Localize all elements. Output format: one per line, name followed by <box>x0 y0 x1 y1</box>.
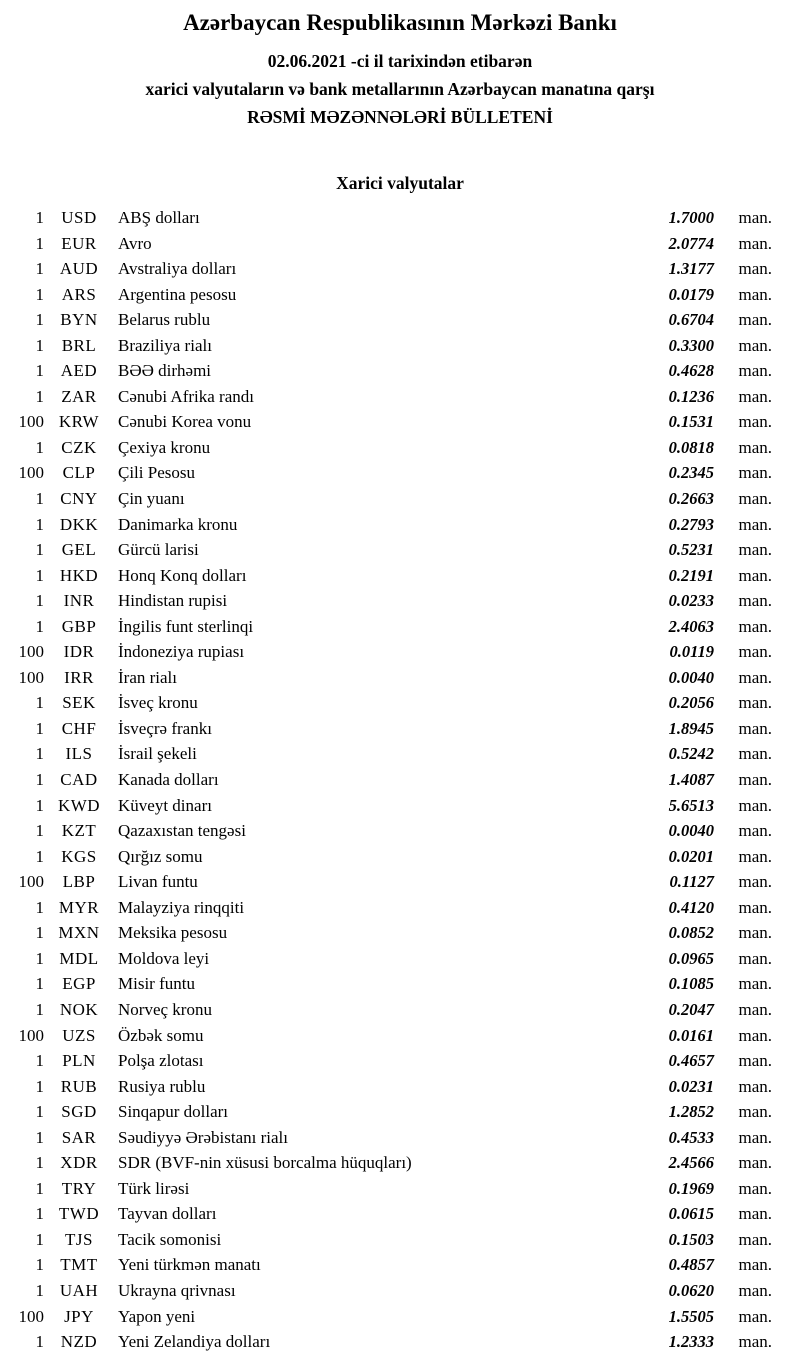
currency-row <box>0 946 800 972</box>
row-rate-value: 0.2191 <box>668 565 714 585</box>
row-rate-value: 0.0615 <box>668 1204 714 1224</box>
row-rate-value: 0.0179 <box>668 284 714 304</box>
row-unit-label: man. <box>738 999 772 1019</box>
row-unit-label: man. <box>738 744 772 764</box>
row-currency-code: IDR <box>63 642 95 662</box>
row-unit-label: man. <box>738 361 772 381</box>
row-unit-label: man. <box>738 437 772 457</box>
row-quantity: 1 <box>35 437 44 457</box>
row-currency-name: Avro <box>118 233 152 253</box>
row-rate-value: 0.5242 <box>668 744 714 764</box>
row-unit-label: man. <box>738 1127 772 1147</box>
row-rate-value: 0.1531 <box>668 412 714 432</box>
currency-row <box>0 614 800 640</box>
row-unit-label: man. <box>738 1025 772 1045</box>
row-quantity: 1 <box>35 233 44 253</box>
row-unit-label: man. <box>738 1153 772 1173</box>
row-quantity: 1 <box>35 1332 44 1352</box>
row-currency-code: HKD <box>59 565 99 585</box>
row-rate-value: 0.0620 <box>668 1280 714 1300</box>
row-currency-code: ILS <box>65 744 93 764</box>
row-rate-value: 0.1127 <box>669 872 714 892</box>
row-rate-value: 1.4087 <box>668 770 714 790</box>
currency-row <box>0 869 800 895</box>
row-currency-name: Danimarka kronu <box>118 514 238 534</box>
currency-row <box>0 767 800 793</box>
row-currency-code: BRL <box>61 335 97 355</box>
row-quantity: 1 <box>35 718 44 738</box>
row-quantity: 1 <box>35 821 44 841</box>
row-rate-value: 0.1503 <box>668 1229 714 1249</box>
row-quantity: 1 <box>35 1178 44 1198</box>
row-unit-label: man. <box>738 1076 772 1096</box>
currency-row <box>0 639 800 665</box>
row-currency-code: USD <box>61 208 97 227</box>
row-quantity: 1 <box>35 208 44 227</box>
row-unit-label: man. <box>738 770 772 790</box>
currency-row <box>0 282 800 308</box>
row-currency-code: NZD <box>60 1332 98 1352</box>
row-rate-value: 0.4628 <box>668 361 714 381</box>
row-unit-label: man. <box>738 923 772 943</box>
row-unit-label: man. <box>738 1204 772 1224</box>
row-quantity: 1 <box>35 540 44 560</box>
row-unit-label: man. <box>738 489 772 509</box>
row-rate-value: 0.2663 <box>668 489 714 509</box>
row-currency-name: SDR (BVF-nin xüsusi borcalma hüquqları) <box>118 1153 412 1173</box>
currency-row <box>0 1048 800 1074</box>
row-currency-name: Sinqapur dolları <box>118 1102 229 1122</box>
row-currency-code: GEL <box>61 540 97 560</box>
document-header <box>0 0 800 131</box>
row-currency-code: ARS <box>61 284 97 304</box>
currency-row <box>0 793 800 819</box>
row-currency-name: Çin yuanı <box>118 489 185 509</box>
currency-row <box>0 1278 800 1304</box>
row-currency-name: Qazaxıstan tengəsi <box>118 821 246 841</box>
row-currency-code: UZS <box>62 1025 96 1045</box>
currency-row <box>0 1201 800 1227</box>
row-currency-name: Belarus rublu <box>118 310 211 330</box>
row-quantity: 1 <box>35 744 44 764</box>
row-quantity: 1 <box>35 514 44 534</box>
currency-row <box>0 256 800 282</box>
row-unit-label: man. <box>738 821 772 841</box>
row-currency-code: PLN <box>62 1051 96 1071</box>
currency-row <box>0 307 800 333</box>
bulletin-title-line: RƏSMİ MƏZƏNNƏLƏRİ BÜLLETENİ <box>247 107 553 127</box>
row-quantity: 1 <box>35 1255 44 1275</box>
row-currency-name: Argentina pesosu <box>118 284 237 304</box>
row-unit-label: man. <box>738 386 772 406</box>
row-quantity: 1 <box>35 974 44 994</box>
row-currency-name: İsveçrə frankı <box>118 718 212 738</box>
row-rate-value: 0.4120 <box>668 897 714 917</box>
row-unit-label: man. <box>738 693 772 713</box>
row-rate-value: 0.6704 <box>668 310 714 330</box>
row-rate-value: 0.5231 <box>668 540 714 560</box>
row-currency-name: İngilis funt sterlinqi <box>118 616 254 636</box>
row-rate-value: 0.0040 <box>668 667 714 687</box>
row-currency-code: CAD <box>60 770 98 790</box>
row-currency-name: Tayvan dolları <box>118 1204 217 1224</box>
currency-row <box>0 1023 800 1049</box>
row-currency-code: TRY <box>61 1178 97 1198</box>
row-quantity: 100 <box>18 642 44 662</box>
row-quantity: 1 <box>35 335 44 355</box>
currency-row <box>0 997 800 1023</box>
row-currency-name: Gürcü larisi <box>118 540 199 560</box>
row-currency-code: IRR <box>64 667 94 687</box>
currency-row <box>0 1150 800 1176</box>
row-quantity: 1 <box>35 1204 44 1224</box>
row-unit-label: man. <box>738 1051 772 1071</box>
currency-row <box>0 741 800 767</box>
row-currency-code: NOK <box>59 999 99 1019</box>
currency-row <box>0 716 800 742</box>
row-rate-value: 0.4857 <box>668 1255 714 1275</box>
row-unit-label: man. <box>738 1255 772 1275</box>
bank-title: Azərbaycan Respublikasının Mərkəzi Bankı <box>183 10 617 35</box>
currency-row <box>0 1176 800 1202</box>
row-rate-value: 2.0774 <box>668 233 714 253</box>
row-currency-name: Livan funtu <box>118 872 198 892</box>
row-currency-code: XDR <box>60 1153 98 1173</box>
row-unit-label: man. <box>738 412 772 432</box>
row-currency-name: Malayziya rinqqiti <box>118 897 245 917</box>
row-quantity: 1 <box>35 795 44 815</box>
row-currency-name: Avstraliya dolları <box>118 259 237 279</box>
row-currency-name: Özbək somu <box>118 1025 204 1045</box>
row-currency-code: BYN <box>60 310 98 330</box>
currency-row <box>0 1074 800 1100</box>
section-title-foreign-currencies: Xarici valyutalar <box>336 173 464 193</box>
row-quantity: 1 <box>35 386 44 406</box>
currency-row <box>0 690 800 716</box>
row-rate-value: 0.4657 <box>668 1051 714 1071</box>
row-currency-code: EGP <box>62 974 96 994</box>
row-rate-value: 0.2056 <box>668 693 714 713</box>
row-quantity: 1 <box>35 1153 44 1173</box>
row-quantity: 1 <box>35 897 44 917</box>
currency-row <box>0 384 800 410</box>
row-rate-value: 0.2793 <box>668 514 714 534</box>
currency-row <box>0 358 800 384</box>
row-unit-label: man. <box>738 846 772 866</box>
currency-row <box>0 512 800 538</box>
row-currency-code: MDL <box>59 948 99 968</box>
row-rate-value: 0.1085 <box>668 974 714 994</box>
row-currency-name: Hindistan rupisi <box>118 591 228 611</box>
row-currency-name: Kanada dolları <box>118 770 219 790</box>
row-currency-code: RUB <box>60 1076 98 1096</box>
currency-row <box>0 1125 800 1151</box>
row-unit-label: man. <box>738 974 772 994</box>
row-currency-name: Rusiya rublu <box>118 1076 206 1096</box>
row-currency-code: EUR <box>61 233 97 253</box>
row-rate-value: 0.0852 <box>668 923 714 943</box>
row-currency-code: INR <box>63 591 95 611</box>
row-quantity: 1 <box>35 948 44 968</box>
row-rate-value: 0.0161 <box>668 1025 714 1045</box>
row-currency-name: Misir funtu <box>118 974 195 994</box>
row-rate-value: 2.4566 <box>668 1153 714 1173</box>
row-rate-value: 0.0040 <box>668 821 714 841</box>
subject-line: xarici valyutaların və bank metallarının Azərbaycan manatına qarşı <box>145 79 655 99</box>
row-unit-label: man. <box>738 284 772 304</box>
row-currency-code: CNY <box>60 489 98 509</box>
row-currency-code: DKK <box>59 514 99 534</box>
row-rate-value: 1.7000 <box>668 208 714 227</box>
row-currency-name: Meksika pesosu <box>118 923 228 943</box>
row-currency-code: KZT <box>61 821 97 841</box>
row-currency-name: Çexiya kronu <box>118 437 211 457</box>
row-quantity: 1 <box>35 1076 44 1096</box>
row-currency-code: KWD <box>57 795 101 815</box>
row-unit-label: man. <box>738 872 772 892</box>
currency-row <box>0 435 800 461</box>
row-quantity: 100 <box>18 412 44 432</box>
row-rate-value: 0.0231 <box>668 1076 714 1096</box>
row-unit-label: man. <box>738 310 772 330</box>
row-quantity: 1 <box>35 591 44 611</box>
row-unit-label: man. <box>738 1280 772 1300</box>
row-quantity: 1 <box>35 1127 44 1147</box>
row-currency-name: Honq Konq dolları <box>118 565 247 585</box>
row-unit-label: man. <box>738 1306 772 1326</box>
row-quantity: 1 <box>35 1280 44 1300</box>
row-currency-code: AED <box>60 361 98 381</box>
row-rate-value: 0.1236 <box>668 386 714 406</box>
row-currency-code: MXN <box>58 923 100 943</box>
currency-row <box>0 205 800 231</box>
row-unit-label: man. <box>738 897 772 917</box>
row-quantity: 1 <box>35 846 44 866</box>
row-currency-code: CHF <box>61 718 97 738</box>
row-currency-name: BƏƏ dirhəmi <box>118 361 212 381</box>
row-quantity: 100 <box>18 872 44 892</box>
row-quantity: 1 <box>35 616 44 636</box>
row-unit-label: man. <box>738 1332 772 1352</box>
row-unit-label: man. <box>738 514 772 534</box>
row-rate-value: 0.1969 <box>668 1178 714 1198</box>
row-currency-code: SGD <box>61 1102 97 1122</box>
row-unit-label: man. <box>738 335 772 355</box>
row-currency-name: Səudiyyə Ərəbistanı rialı <box>118 1127 288 1147</box>
row-rate-value: 0.3300 <box>668 335 714 355</box>
row-unit-label: man. <box>738 1102 772 1122</box>
row-currency-name: Braziliya rialı <box>118 335 212 355</box>
row-rate-value: 0.0233 <box>668 591 714 611</box>
row-unit-label: man. <box>738 948 772 968</box>
currency-row <box>0 460 800 486</box>
currency-row <box>0 333 800 359</box>
row-quantity: 1 <box>35 284 44 304</box>
currency-row <box>0 588 800 614</box>
row-quantity: 100 <box>18 463 44 483</box>
row-currency-name: Cənubi Korea vonu <box>118 412 252 432</box>
row-currency-name: Norveç kronu <box>118 999 212 1019</box>
row-quantity: 1 <box>35 361 44 381</box>
currency-row <box>0 1252 800 1278</box>
row-quantity: 1 <box>35 1102 44 1122</box>
row-currency-code: UAH <box>59 1280 99 1300</box>
row-currency-name: Çili Pesosu <box>118 463 195 483</box>
currency-row <box>0 665 800 691</box>
row-currency-code: SAR <box>61 1127 97 1147</box>
row-currency-name: Qırğız somu <box>118 846 203 866</box>
row-quantity: 100 <box>18 667 44 687</box>
currency-row <box>0 563 800 589</box>
row-rate-value: 2.4063 <box>668 616 714 636</box>
row-unit-label: man. <box>738 208 772 227</box>
currency-row <box>0 1227 800 1253</box>
row-currency-name: ABŞ dolları <box>118 208 200 227</box>
effective-date-line: 02.06.2021 -ci il tarixindən etibarən <box>267 51 533 71</box>
row-currency-name: Tacik somonisi <box>118 1229 222 1249</box>
row-quantity: 1 <box>35 489 44 509</box>
currency-row <box>0 231 800 257</box>
row-rate-value: 0.0119 <box>669 642 714 662</box>
row-unit-label: man. <box>738 795 772 815</box>
row-rate-value: 1.2852 <box>668 1102 714 1122</box>
row-currency-name: Polşa zlotası <box>118 1051 204 1071</box>
row-quantity: 1 <box>35 259 44 279</box>
row-currency-name: Yeni Zelandiya dolları <box>118 1332 271 1352</box>
currency-row <box>0 818 800 844</box>
row-currency-name: Ukrayna qrivnası <box>118 1280 236 1300</box>
row-quantity: 1 <box>35 1229 44 1249</box>
row-unit-label: man. <box>738 233 772 253</box>
row-currency-name: Yapon yeni <box>118 1306 196 1326</box>
row-rate-value: 0.0965 <box>668 948 714 968</box>
row-currency-name: Türk lirəsi <box>118 1178 190 1198</box>
row-rate-value: 1.8945 <box>668 718 714 738</box>
currency-row <box>0 1329 800 1355</box>
row-quantity: 100 <box>18 1025 44 1045</box>
row-currency-code: CZK <box>61 437 97 457</box>
row-currency-name: İsrail şekeli <box>118 744 197 764</box>
row-unit-label: man. <box>738 667 772 687</box>
row-unit-label: man. <box>738 259 772 279</box>
row-currency-code: ZAR <box>61 386 97 406</box>
row-unit-label: man. <box>738 642 772 662</box>
row-rate-value: 1.3177 <box>668 259 714 279</box>
row-rate-value: 1.5505 <box>668 1306 714 1326</box>
row-currency-name: Cənubi Afrika randı <box>118 386 254 406</box>
row-currency-code: GBP <box>61 616 97 636</box>
currency-row <box>0 844 800 870</box>
row-quantity: 1 <box>35 565 44 585</box>
row-unit-label: man. <box>738 463 772 483</box>
row-quantity: 1 <box>35 923 44 943</box>
row-currency-name: Moldova leyi <box>118 948 210 968</box>
row-currency-code: SEK <box>62 693 96 713</box>
row-unit-label: man. <box>738 1229 772 1249</box>
row-unit-label: man. <box>738 565 772 585</box>
currency-row <box>0 1099 800 1125</box>
row-currency-name: Küveyt dinarı <box>118 795 212 815</box>
row-currency-code: JPY <box>64 1306 94 1326</box>
row-rate-value: 1.2333 <box>668 1332 714 1352</box>
row-unit-label: man. <box>738 540 772 560</box>
row-rate-value: 0.2345 <box>668 463 714 483</box>
currency-row <box>0 537 800 563</box>
row-quantity: 1 <box>35 693 44 713</box>
row-rate-value: 5.6513 <box>668 795 714 815</box>
row-unit-label: man. <box>738 1178 772 1198</box>
row-rate-value: 0.2047 <box>668 999 714 1019</box>
row-currency-name: Yeni türkmən manatı <box>118 1255 261 1275</box>
row-currency-code: KGS <box>61 846 97 866</box>
currency-table <box>0 205 800 1355</box>
currency-row <box>0 895 800 921</box>
currency-row <box>0 920 800 946</box>
row-currency-code: MYR <box>58 897 100 917</box>
row-currency-code: LBP <box>62 872 96 892</box>
row-currency-name: İsveç kronu <box>118 693 198 713</box>
row-quantity: 1 <box>35 1051 44 1071</box>
row-currency-code: TMT <box>60 1255 98 1275</box>
row-rate-value: 0.0201 <box>668 846 714 866</box>
currency-row <box>0 409 800 435</box>
row-currency-code: KRW <box>58 412 100 432</box>
row-quantity: 1 <box>35 770 44 790</box>
row-currency-code: CLP <box>62 463 96 483</box>
row-currency-name: İndoneziya rupiası <box>118 642 245 662</box>
row-rate-value: 0.0818 <box>668 437 714 457</box>
row-quantity: 100 <box>18 1306 44 1326</box>
row-rate-value: 0.4533 <box>668 1127 714 1147</box>
row-unit-label: man. <box>738 718 772 738</box>
row-quantity: 1 <box>35 999 44 1019</box>
row-quantity: 1 <box>35 310 44 330</box>
row-currency-code: TJS <box>65 1229 93 1249</box>
currency-row <box>0 971 800 997</box>
row-currency-code: TWD <box>58 1204 100 1224</box>
row-unit-label: man. <box>738 616 772 636</box>
row-currency-name: İran rialı <box>118 667 177 687</box>
row-currency-code: AUD <box>59 259 99 279</box>
currency-row <box>0 486 800 512</box>
currency-row <box>0 1304 800 1330</box>
row-unit-label: man. <box>738 591 772 611</box>
